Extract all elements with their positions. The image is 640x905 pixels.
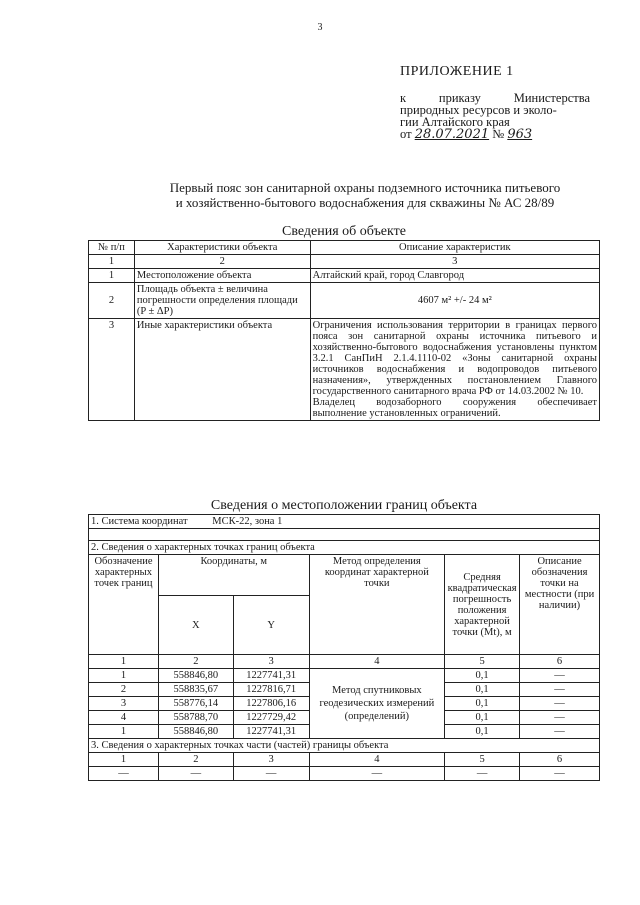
table-row bbox=[89, 283, 600, 319]
point-description: — bbox=[520, 725, 600, 739]
table-row bbox=[89, 319, 600, 421]
col-number: 1 bbox=[89, 753, 159, 767]
point-description: — bbox=[520, 697, 600, 711]
col-number: 4 bbox=[309, 753, 445, 767]
col-number: 2 bbox=[158, 753, 233, 767]
col-number: 2 bbox=[134, 255, 310, 269]
title-line-1: Первый пояс зон санитарной охраны подземного источника питьевого bbox=[169, 180, 561, 195]
point-method: Метод спутниковых геодезических измерений (определений) bbox=[309, 669, 445, 739]
point-error: 0,1 bbox=[445, 669, 520, 683]
col-number: 1 bbox=[89, 255, 135, 269]
point-description: — bbox=[520, 683, 600, 697]
header-coordinates: Координаты, м bbox=[158, 555, 309, 596]
point-y: 1227741,31 bbox=[233, 669, 309, 683]
header-method: Метод определения координат характерной точки bbox=[309, 555, 445, 655]
point-x: 558776,14 bbox=[158, 697, 233, 711]
handwritten-number: 963 bbox=[507, 127, 533, 142]
row-num: 2 bbox=[89, 283, 135, 319]
points-label-row bbox=[89, 541, 600, 555]
number-prefix: № bbox=[492, 127, 505, 141]
point-id: 2 bbox=[89, 683, 159, 697]
header-y: Y bbox=[233, 596, 309, 655]
header-designation: Обозначение характерных точек границ bbox=[89, 555, 159, 655]
header-error: Средняя квадратическая погрешность положения характерной точки (Mt), м bbox=[445, 555, 520, 655]
appendix-title: ПРИЛОЖЕНИЕ 1 bbox=[400, 64, 514, 79]
col-number: 2 bbox=[158, 655, 233, 669]
location-section-title: Сведения о местоположении границ объекта bbox=[210, 498, 478, 513]
table-row bbox=[89, 269, 600, 283]
col-number: 3 bbox=[233, 753, 309, 767]
header-num: № п/п bbox=[89, 241, 135, 255]
appendix-line-2: природных ресурсов и эколо- bbox=[400, 103, 557, 117]
row-description bbox=[310, 319, 599, 421]
point-x: 558835,67 bbox=[158, 683, 233, 697]
point-x: 558788,70 bbox=[158, 711, 233, 725]
point-y: 1227816,71 bbox=[233, 683, 309, 697]
table-header-row bbox=[89, 241, 600, 255]
column-number-row bbox=[89, 255, 600, 269]
page-number: 3 bbox=[317, 22, 323, 33]
appendix-reference bbox=[400, 92, 590, 141]
row-characteristic: Местоположение объекта bbox=[134, 269, 310, 283]
object-section-title: Сведения об объекте bbox=[282, 224, 406, 239]
row-characteristic: Иные характеристики объекта bbox=[134, 319, 310, 421]
owner-obligation-text: Владелец водозаборного сооружения обеспечивает выполнение установленных ограничений. bbox=[312, 397, 597, 419]
empty-cell: — bbox=[158, 767, 233, 781]
point-id: 3 bbox=[89, 697, 159, 711]
row-num: 3 bbox=[89, 319, 135, 421]
point-error: 0,1 bbox=[445, 683, 520, 697]
empty-cell: — bbox=[233, 767, 309, 781]
row-characteristic: Площадь объекта ± величина погрешности определения площади (P ± ΔP) bbox=[134, 283, 310, 319]
coordinate-system-value: МСК-22, зона 1 bbox=[212, 516, 283, 527]
col-number: 1 bbox=[89, 655, 159, 669]
table-row bbox=[89, 767, 600, 781]
appendix-date-line bbox=[400, 128, 590, 141]
point-id: 1 bbox=[89, 669, 159, 683]
point-error: 0,1 bbox=[445, 697, 520, 711]
title-line-2: и хозяйственно-бытового водоснабжения для скважины № АС 28/89 bbox=[175, 195, 555, 210]
empty-cell: — bbox=[309, 767, 445, 781]
row-num: 1 bbox=[89, 269, 135, 283]
header-point-description: Описание обозначения точки на местности (при наличии) bbox=[520, 555, 600, 655]
object-info-table bbox=[88, 240, 600, 421]
col-number: 3 bbox=[233, 655, 309, 669]
col-number: 4 bbox=[309, 655, 445, 669]
boundary-points-table bbox=[88, 514, 600, 781]
point-x: 558846,80 bbox=[158, 669, 233, 683]
coordinate-system bbox=[89, 515, 600, 529]
parts-section-label: 3. Сведения о характерных точках части (частей) границы объекта bbox=[89, 739, 600, 753]
point-error: 0,1 bbox=[445, 725, 520, 739]
handwritten-date: 28.07.2021 bbox=[414, 127, 490, 142]
date-prefix: от bbox=[400, 127, 412, 141]
empty-cell: — bbox=[520, 767, 600, 781]
point-y: 1227729,42 bbox=[233, 711, 309, 725]
col-number: 6 bbox=[520, 753, 600, 767]
point-id: 1 bbox=[89, 725, 159, 739]
col-number: 6 bbox=[520, 655, 600, 669]
point-error: 0,1 bbox=[445, 711, 520, 725]
row-description: Алтайский край, город Славгород bbox=[310, 269, 599, 283]
table-row bbox=[89, 669, 600, 683]
header-description: Описание характеристик bbox=[310, 241, 599, 255]
parts-label-row bbox=[89, 739, 600, 753]
point-y: 1227741,31 bbox=[233, 725, 309, 739]
appendix-line-1: к приказу Министерства bbox=[400, 91, 590, 105]
appendix-line-3: гии Алтайского края bbox=[400, 115, 510, 129]
point-description: — bbox=[520, 711, 600, 725]
point-id: 4 bbox=[89, 711, 159, 725]
col-number: 3 bbox=[310, 255, 599, 269]
column-number-row bbox=[89, 753, 600, 767]
row-description: 4607 м² +/- 24 м² bbox=[310, 283, 599, 319]
col-number: 5 bbox=[445, 753, 520, 767]
header-characteristic: Характеристики объекта bbox=[134, 241, 310, 255]
document-title bbox=[100, 180, 630, 210]
point-y: 1227806,16 bbox=[233, 697, 309, 711]
spacer-row bbox=[89, 529, 600, 541]
empty-cell: — bbox=[89, 767, 159, 781]
point-description: — bbox=[520, 669, 600, 683]
header-x: X bbox=[158, 596, 233, 655]
empty-cell: — bbox=[445, 767, 520, 781]
point-x: 558846,80 bbox=[158, 725, 233, 739]
points-section-label: 2. Сведения о характерных точках границ объекта bbox=[89, 541, 600, 555]
col-number: 5 bbox=[445, 655, 520, 669]
coordinate-system-label: 1. Система координат bbox=[91, 516, 188, 527]
column-number-row bbox=[89, 655, 600, 669]
table-header-row bbox=[89, 555, 600, 596]
coordinate-system-row bbox=[89, 515, 600, 529]
restrictions-text: Ограничения использования территории в границах первого пояса зон санитарной охраны источника питьевого и хозяйственно-бытового водоснабжения установлены пунктом 3.2.1 СанПиН 2.1.4.1110-02 «Зоны санитарной охраны источников водоснабжения и водопроводов питьевого назначения», утвержденных постановлением Главного государственного санитарного врача РФ от 14.03.2002 № 10. bbox=[312, 320, 597, 397]
